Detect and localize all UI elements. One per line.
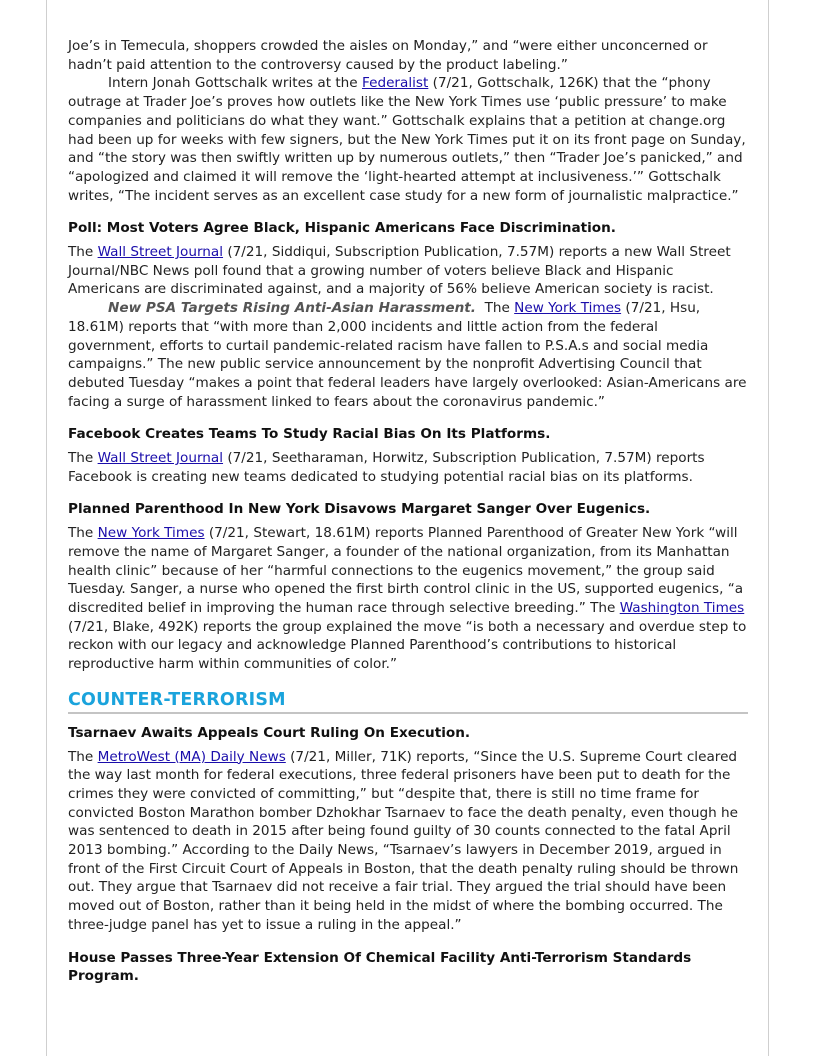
link-wsj-facebook[interactable]: Wall Street Journal	[97, 450, 224, 467]
paragraph-continuation: Joe’s in Temecula, shoppers crowded the aisles on Monday,” and “were either unconcerned or hadn’t paid attention to the controversy caused by the product labeling.”	[68, 38, 708, 73]
link-wsj-poll[interactable]: Wall Street Journal	[97, 244, 224, 261]
article-poll-body: The Wall Street Journal (7/21, Siddiqui, Subscription Publication, 7.57M) reports a new Wall Street Journal/NBC News poll found that a growing number of voters believe Black and Hispanic Americans are discriminated against, and a majority of 56% believe American society is racist.	[68, 244, 731, 298]
left-margin-rule	[46, 0, 47, 1056]
article-planned-parenthood-body: The New York Times (7/21, Stewart, 18.61M) reports Planned Parenthood of Greater New York “will remove the name of Margaret Sanger, a founder of the national organization, from its Manhattan health clinic” because of her “harmful connections to the eugenics movement,” the group said Tuesday. Sanger, a nurse who opened the first birth control clinic in the US, supported eugenics, “a discredited belief in improving the human race through selective breeding.” The Washington Times (7/21, Blake, 492K) reports the group explained the move “is both a necessary and overdue step to reckon with our legacy and acknowledge Planned Parenthood’s contributions to historical reproductive harm within communities of color.”	[68, 525, 747, 673]
headline-poll-discrimination: Poll: Most Voters Agree Black, Hispanic Americans Face Discrimination.	[68, 220, 616, 237]
link-federalist[interactable]: Federalist	[362, 75, 429, 92]
headline-tsarnaev: Tsarnaev Awaits Appeals Court Ruling On Execution.	[68, 724, 471, 741]
right-margin-rule	[768, 0, 769, 1056]
link-washington-times[interactable]: Washington Times	[619, 599, 745, 616]
paragraph-federalist: Intern Jonah Gottschalk writes at the Federalist (7/21, Gottschalk, 126K) that the “phony outrage at Trader Joe’s proves how outlets like the New York Times use ‘public pressure’ to make companies and politicians do what they want.” Gottschalk explains that a petition at change.org had been up for weeks with few signers, but the New York Times put it on its front page on Sunday, and “the story was then swiftly written up by numerous outlets,” then “Trader Joe’s panicked,” and “apologized and claimed it will remove the ‘light-hearted attempt at inclusiveness.’” Gottschalk writes, “The incident serves as an excellent case study for a new form of journalistic malpractice.”	[68, 75, 746, 204]
link-nyt-psa[interactable]: New York Times	[514, 300, 622, 317]
article-psa-body: New PSA Targets Rising Anti-Asian Harassment. The New York Times (7/21, Hsu, 18.61M) reports that “with more than 2,000 incidents and little action from the federal government, efforts to curtail pandemic-related racism have fallen to P.S.A.s and social media campaigns.” The new public service announcement by the nonprofit Advertising Council that debuted Tuesday “makes a point that federal leaders have largely overlooked: Asian-Americans are facing a surge of harassment linked to fears about the coronavirus pandemic.”	[68, 300, 747, 410]
article-tsarnaev-body: The MetroWest (MA) Daily News (7/21, Miller, 71K) reports, “Since the U.S. Supreme Court cleared the way last month for federal executions, three federal prisoners have been put to death for the crimes they were convicted of committing,” but “despite that, there is still no time frame for convicted Boston Marathon bomber Dzhokhar Tsarnaev to face the death penalty, even though he was sentenced to death in 2015 after being found guilty of 30 counts connected to the fatal April 2013 bombing.” According to the Daily News, “Tsarnaev’s lawyers in December 2019, argued in front of the First Circuit Court of Appeals in Boston, that the death penalty ruling should be thrown out. They argue that Tsarnaev did not receive a fair trial. They argued the trial should have been moved out of Boston, rather than it being held in the midst of where the bombing occurred. The three-judge panel has yet to issue a ruling in the appeal.”	[68, 748, 739, 933]
link-nyt-sanger[interactable]: New York Times	[97, 525, 205, 542]
headline-planned-parenthood: Planned Parenthood In New York Disavows Margaret Sanger Over Eugenics.	[68, 501, 651, 518]
headline-facebook-bias: Facebook Creates Teams To Study Racial Bias On Its Platforms.	[68, 426, 551, 443]
section-title-counter-terrorism: COUNTER-TERRORISM	[68, 689, 748, 714]
link-metrowest[interactable]: MetroWest (MA) Daily News	[97, 748, 286, 765]
headline-chemical-facility: House Passes Three-Year Extension Of Chemical Facility Anti-Terrorism Standards Program.	[68, 949, 692, 985]
document-body	[68, 37, 748, 991]
subheadline-psa: New PSA Targets Rising Anti-Asian Harassment.	[108, 300, 476, 317]
article-facebook-body: The Wall Street Journal (7/21, Seetharaman, Horwitz, Subscription Publication, 7.57M) reports Facebook is creating new teams dedicated to studying potential racial bias on its platforms.	[68, 450, 705, 485]
